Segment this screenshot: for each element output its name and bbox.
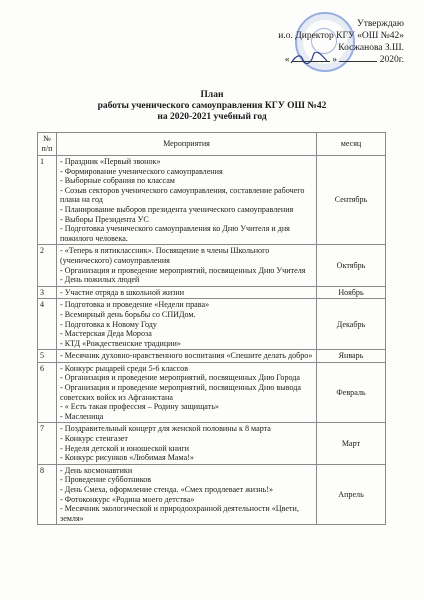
table-row (38, 423, 386, 464)
event-item: - Поздравительный концерт для женской половины к 8 марта (60, 424, 271, 434)
row-number: 5 (38, 350, 57, 363)
row-number: 8 (38, 464, 57, 525)
event-item: - Проведение субботников (60, 475, 152, 485)
title-line-3: на 2020-2021 учебный год (157, 112, 267, 122)
row-month: Сентябрь (317, 156, 386, 245)
event-item: - Организация и проведение мероприятий, посвященных Дню Города (60, 373, 301, 383)
event-item: - Созыв секторов ученического самоуправления, составление рабочего плана на год (60, 185, 305, 205)
table-row (38, 464, 386, 525)
row-month: Февраль (317, 362, 386, 423)
event-item: - Конкурс рыцарей среди 5-6 классов (60, 363, 189, 373)
event-item: - Планирование выборов президента ученического самоуправления (60, 204, 294, 214)
table-row (38, 350, 386, 363)
row-events (57, 156, 317, 245)
row-number: 2 (38, 245, 57, 286)
event-item: - Фотоконкурс «Родина моего детства» (60, 494, 195, 504)
row-month: Апрель (317, 464, 386, 525)
table-header-row (38, 133, 386, 156)
event-item: - Праздник «Первый звонок» (60, 157, 161, 166)
event-item: - Мастерская Деда Мороза (60, 329, 152, 339)
table-row (38, 245, 386, 286)
row-number: 3 (38, 286, 57, 299)
row-events (57, 464, 317, 525)
row-events (57, 362, 317, 423)
row-month: Декабрь (317, 299, 386, 350)
row-month: Ноябрь (317, 286, 386, 299)
header-events: Мероприятия (57, 133, 317, 156)
row-number: 4 (38, 299, 57, 350)
table-row (38, 156, 386, 245)
row-month: Январь (317, 350, 386, 363)
event-item: - Выборы Президента УС (60, 214, 149, 224)
row-number: 6 (38, 362, 57, 423)
event-item: - Конкурс рисунков «Любимая Мама!» (60, 453, 194, 463)
event-item: - Формирование ученического самоуправления (60, 166, 223, 176)
approval-block (254, 18, 404, 66)
approval-date: « » 2020г. (284, 55, 404, 65)
row-number: 1 (38, 156, 57, 245)
event-item: - Подготовка и проведение «Недели права» (60, 300, 210, 310)
row-month: Октябрь (317, 245, 386, 286)
event-item: - КТД «Рождественские традиции» (60, 338, 181, 348)
event-item: - День Смеха, оформление стенда. «Смех продлевает жизнь!» (60, 485, 274, 494)
approval-signer: Косжанова З.Ш. (338, 43, 404, 53)
row-events (57, 286, 317, 299)
event-item: - Масленица (60, 411, 104, 421)
table-body (38, 156, 386, 525)
row-number: 7 (38, 423, 57, 464)
row-month: Март (317, 423, 386, 464)
title-line-2: работы ученического самоуправления КГУ ОШ №42 (97, 101, 327, 111)
row-events (57, 350, 317, 363)
row-events (57, 299, 317, 350)
event-item: - Месячник духовно-нравственного воспитания «Спешите делать добро» (60, 351, 313, 361)
plan-table (37, 132, 386, 525)
event-item: - Организация и проведение мероприятий, посвященных Дню вывода советских войск из Афганистана (60, 383, 301, 402)
event-item: - « Есть такая профессия – Родину защищать» (60, 402, 219, 412)
table-row (38, 299, 386, 350)
event-item: - Неделя детской и юношеской книги (60, 443, 189, 453)
table-row (38, 362, 386, 423)
event-item: - Всемирный день борьбы со СПИДом. (60, 309, 196, 319)
title-line-1: План (200, 90, 224, 100)
event-item: - День пожилых людей (60, 275, 140, 285)
approval-position: и.о. Директор КГУ «ОШ №42» (278, 31, 404, 41)
header-number: № п/п (38, 133, 57, 156)
event-item: - Конкурс стенгазет (60, 434, 128, 444)
event-item: - Месячник экологической и природоохранной деятельности «Цвети, земля» (60, 504, 299, 523)
event-item: - Выборные собрания по классам (60, 176, 175, 186)
approval-title: Утверждаю (357, 19, 404, 29)
event-item: - Участие отряда в школьной жизни (60, 287, 185, 297)
row-events (57, 423, 317, 464)
event-item: - Подготовка ученического самоуправления ко Дню Учителя и дня пожилого человека. (60, 224, 290, 243)
event-item: - «Теперь я пятиклассник». Посвящение в члены Школьного (ученического) самоуправления (60, 246, 270, 265)
row-events (57, 245, 317, 286)
document-title (0, 90, 424, 123)
event-item: - День космонавтики (60, 465, 133, 475)
event-item: - Организация и проведение мероприятий, посвященных Дню Учителя (60, 265, 306, 275)
table-row (38, 286, 386, 299)
event-item: - Подготовка к Новому Году (60, 319, 157, 329)
header-month: месяц (317, 133, 386, 156)
